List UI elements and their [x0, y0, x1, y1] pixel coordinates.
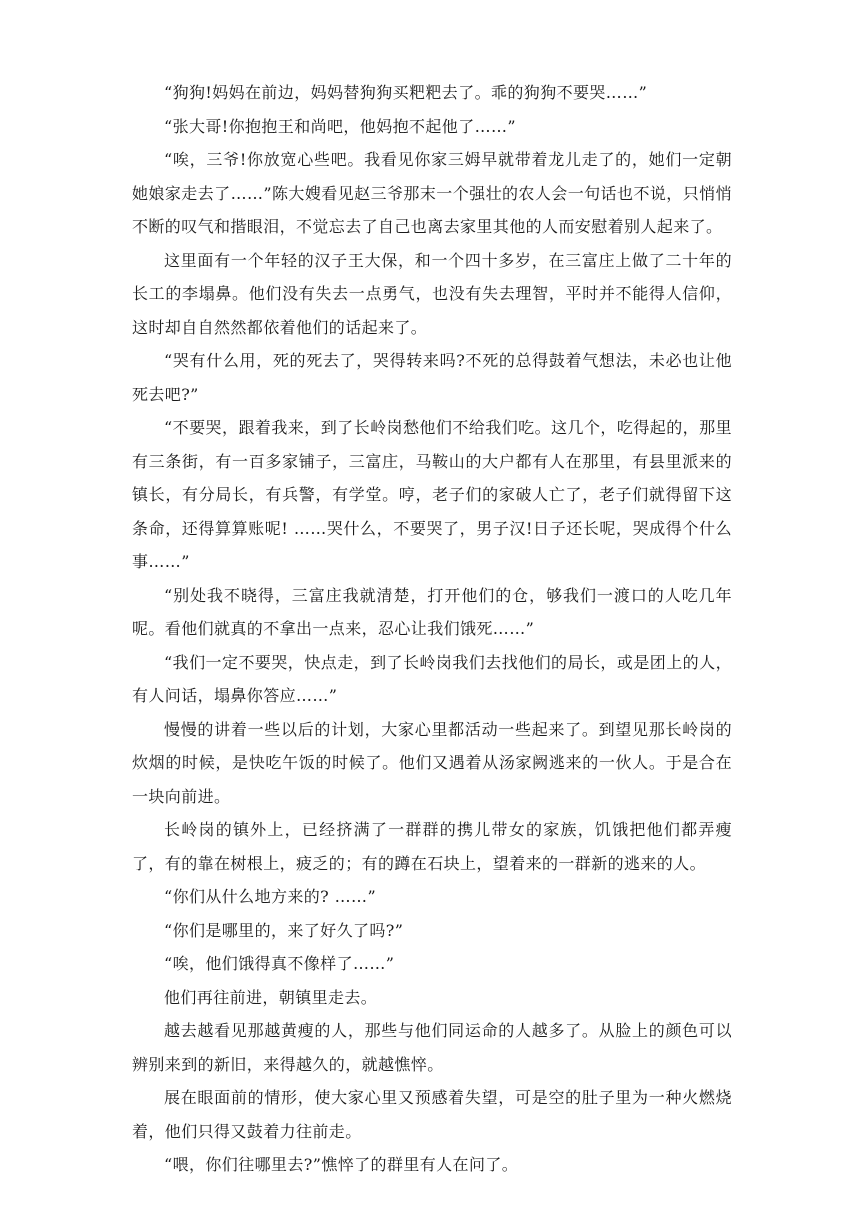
paragraph: “喂，你们往哪里去?”憔悴了的群里有人在问了。 — [164, 1155, 519, 1174]
paragraph: “不要哭，跟着我来，到了长岭岗愁他们不给我们吃。这几个，吃得起的，那里有三条街，有一百多家铺子，三富庄，马鞍山的大户都有人在那里，有县里派来的镇长，有分局长，有兵警，有学堂。哼，老子们的家破人亡了，老子们就得留下这条命，还得算算账呢! ……哭什么，不要哭了，男子汉!日子还长呢，哭成得个什么事……” — [132, 418, 732, 571]
paragraph: “哭有什么用，死的死去了，哭得转来吗?不死的总得鼓着气想法，未必也让他死去吧?” — [132, 351, 732, 404]
document-body — [132, 76, 732, 1182]
paragraph: 长岭岗的镇外上，已经挤满了一群群的携儿带女的家族，饥饿把他们都弄瘦了，有的靠在树根上，疲乏的；有的蹲在石块上，望着来的一群新的逃来的人。 — [132, 820, 732, 873]
paragraph: “别处我不晓得，三富庄我就清楚，打开他们的仓，够我们一渡口的人吃几年呢。看他们就真的不拿出一点来，忍心让我们饿死……” — [132, 585, 732, 638]
paragraph: “张大哥!你抱抱王和尚吧，他妈抱不起他了……” — [164, 116, 516, 136]
paragraph: “唉，他们饿得真不像样了……” — [164, 954, 395, 973]
paragraph: “你们从什么地方来的? ……” — [164, 887, 377, 906]
paragraph: 他们再往前进，朝镇里走去。 — [164, 987, 378, 1007]
paragraph: “你们是哪里的，来了好久了吗?” — [164, 920, 404, 940]
paragraph: 这里面有一个年轻的汉子王大保，和一个四十多岁，在三富庄上做了二十年的长工的李塌鼻。他们没有失去一点勇气，也没有失去理智，平时并不能得人信仰，这时却自自然然都依着他们的话起来了。 — [132, 250, 732, 337]
paragraph: 慢慢的讲着一些以后的计划，大家心里都活动一些起来了。到望见那长岭岗的炊烟的时候，是快吃午饭的时候了。他们又遇着从汤家阙逃来的一伙人。于是合在一块向前进。 — [132, 719, 732, 806]
paragraph: 越去越看见那越黄瘦的人，那些与他们同运命的人越多了。从脸上的颜色可以辨别来到的新旧，来得越久的，就越憔悴。 — [132, 1021, 732, 1074]
paragraph: “狗狗!妈妈在前边，妈妈替狗狗买粑粑去了。乖的狗狗不要哭……” — [164, 83, 648, 102]
paragraph: “唉，三爷!你放宽心些吧。我看见你家三姆早就带着龙儿走了的，她们一定朝她娘家走去了……”陈大嫂看见赵三爷那末一个强壮的农人会一句话也不说，只悄悄不断的叹气和揩眼泪，不觉忘去了自己也离去家里其他的人而安慰着别人起来了。 — [132, 150, 732, 236]
paragraph: “我们一定不要哭，快点走，到了长岭岗我们去找他们的局长，或是团上的人，有人问话，塌鼻你答应……” — [132, 652, 732, 705]
paragraph: 展在眼面前的情形，使大家心里又预感着失望，可是空的肚子里为一种火燃烧着，他们只得又鼓着力往前走。 — [132, 1088, 732, 1141]
